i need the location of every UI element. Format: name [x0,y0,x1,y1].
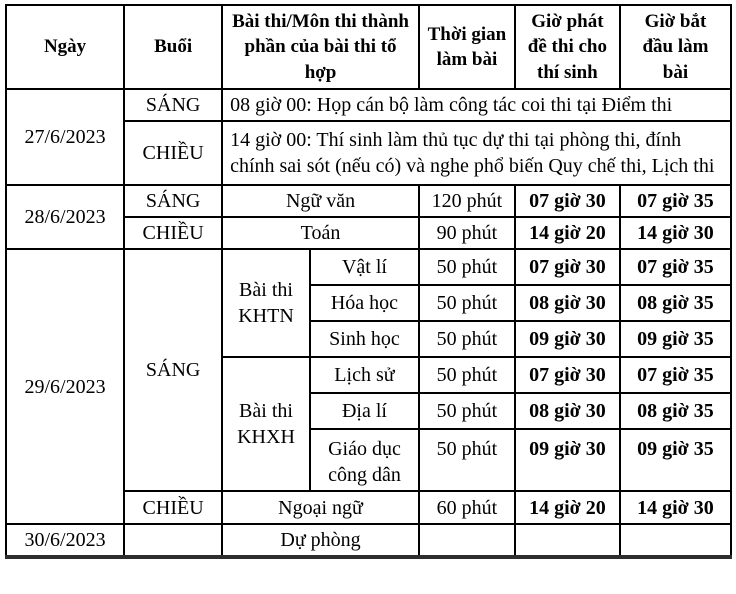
subject-cell-lich-su: Lịch sử [310,357,419,393]
date-cell-29-6: 29/6/2023 [6,249,124,524]
subject-cell-hoa-hoc: Hóa học [310,285,419,321]
note-procedures: 14 giờ 00: Thí sinh làm thủ tục dự thi tại phòng thi, đính chính sai sót (nếu có) và nghe phổ biến Quy chế thi, Lịch thi [222,121,731,185]
duration-cell: 120 phút [419,185,515,217]
session-cell-afternoon: CHIỀU [124,121,222,185]
session-cell-afternoon: CHIỀU [124,491,222,524]
empty-handout-cell [515,524,620,557]
date-cell-30-6: 30/6/2023 [6,524,124,557]
duration-cell: 50 phút [419,285,515,321]
header-start-time: Giờ bắt đầu làm bài [620,5,731,89]
session-cell-afternoon: CHIỀU [124,217,222,249]
group-cell-khxh: Bài thi KHXH [222,357,310,491]
handout-time-cell: 07 giờ 30 [515,357,620,393]
exam-schedule-table [5,4,732,559]
start-time-cell: 08 giờ 35 [620,393,731,429]
duration-cell: 50 phút [419,357,515,393]
duration-cell: 50 phút [419,393,515,429]
row-29-6-vat-li [6,249,731,285]
subject-cell-ngoai-ngu: Ngoại ngữ [222,491,419,524]
start-time-cell: 14 giờ 30 [620,491,731,524]
start-time-cell: 09 giờ 35 [620,321,731,357]
start-time-cell: 08 giờ 35 [620,285,731,321]
handout-time-cell: 07 giờ 30 [515,185,620,217]
header-handout-time: Giờ phát đề thi cho thí sinh [515,5,620,89]
row-27-6-morning [6,89,731,121]
subject-cell-dia-li: Địa lí [310,393,419,429]
handout-time-cell: 08 giờ 30 [515,285,620,321]
start-time-cell: 07 giờ 35 [620,185,731,217]
row-28-6-morning [6,185,731,217]
empty-duration-cell [419,524,515,557]
subject-cell-toan: Toán [222,217,419,249]
subject-cell-gdcd: Giáo dục công dân [310,429,419,491]
duration-cell: 50 phút [419,321,515,357]
date-cell-28-6: 28/6/2023 [6,185,124,249]
header-duration: Thời gian làm bài [419,5,515,89]
start-time-cell: 14 giờ 30 [620,217,731,249]
row-30-6 [6,524,731,557]
subject-cell-vat-li: Vật lí [310,249,419,285]
table-header-row [6,5,731,89]
start-time-cell: 07 giờ 35 [620,249,731,285]
session-cell-morning: SÁNG [124,89,222,121]
duration-cell: 50 phút [419,429,515,491]
handout-time-cell: 09 giờ 30 [515,321,620,357]
header-session: Buổi [124,5,222,89]
empty-session-cell [124,524,222,557]
session-cell-morning: SÁNG [124,249,222,491]
subject-cell-ngu-van: Ngữ văn [222,185,419,217]
duration-cell: 60 phút [419,491,515,524]
start-time-cell: 09 giờ 35 [620,429,731,491]
handout-time-cell: 14 giờ 20 [515,491,620,524]
handout-time-cell: 07 giờ 30 [515,249,620,285]
handout-time-cell: 14 giờ 20 [515,217,620,249]
header-exam: Bài thi/Môn thi thành phần của bài thi tổ hợp [222,5,419,89]
duration-cell: 50 phút [419,249,515,285]
header-date: Ngày [6,5,124,89]
session-cell-morning: SÁNG [124,185,222,217]
duration-cell: 90 phút [419,217,515,249]
note-meeting: 08 giờ 00: Họp cán bộ làm công tác coi thi tại Điểm thi [222,89,731,121]
handout-time-cell: 08 giờ 30 [515,393,620,429]
start-time-cell: 07 giờ 35 [620,357,731,393]
subject-cell-sinh-hoc: Sinh học [310,321,419,357]
empty-start-cell [620,524,731,557]
group-cell-khtn: Bài thi KHTN [222,249,310,357]
date-cell-27-6: 27/6/2023 [6,89,124,185]
handout-time-cell: 09 giờ 30 [515,429,620,491]
subject-cell-du-phong: Dự phòng [222,524,419,557]
